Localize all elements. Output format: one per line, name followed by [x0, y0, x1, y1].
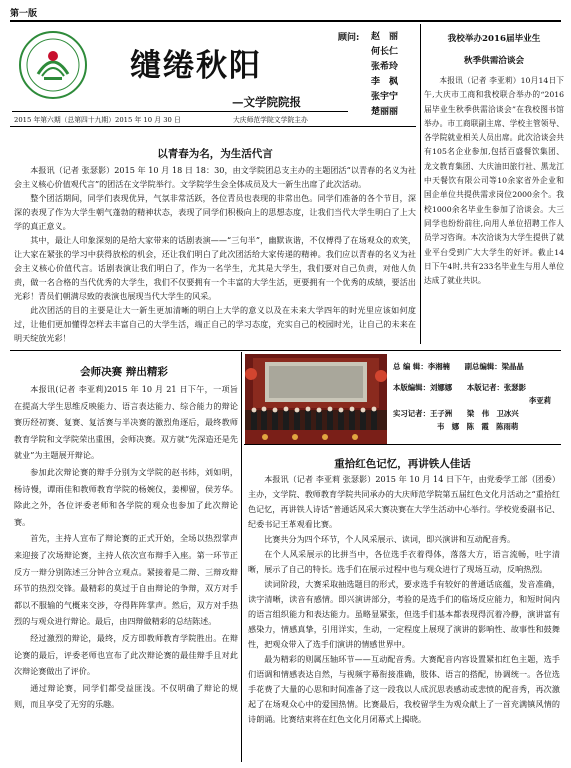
- article3-paragraph: 本报讯（记者 李亚莉 张瑟影）2015 年 10 月 14 日下午，由党委学工部（团委）主办，文学院、教师教育学院共同承办的大庆师范学院第五届红色文化月活动之“重拾红色记忆，再讲铁人诗话”普通话风采大赛决赛在大学生活动中心举行。学校党委副书记、纪委书记王革观看比赛。: [248, 474, 560, 529]
- editors-row: 李亚莉: [528, 396, 551, 405]
- masthead-title: 缱绻秋阳: [130, 48, 262, 84]
- editors-row: 韦 娜 陈 霞 陈雨萌: [437, 422, 519, 431]
- school-logo: [18, 30, 88, 100]
- advisors-list: [371, 30, 398, 120]
- editors-row: 总 编 辑：李湘楠 副总编辑：梁晶晶: [393, 362, 524, 371]
- article3-paragraph: 最为精彩的则属压轴环节——互动配音秀。大赛配音内容设置紧扣红色主题，选手们语调和情感表达自然，与视频字幕衔接准确，肢体、语言的搭配，协调统一。各位选手花费了大量的心思和时间准备了这一段我以人成沉思表感动或悲愤的配音秀，再次激起了在场观众心中的爱国热情。比赛最后，我校留学生为观众献上了一首充满镇风情的诗朗诵。比赛结束将在红色文化月闭幕式上揭晓。: [248, 654, 560, 724]
- advisor-name: 楚丽丽: [371, 107, 399, 117]
- column-divider: [420, 24, 421, 344]
- edition-label: 第一版: [10, 9, 38, 19]
- event-photo: [245, 354, 387, 444]
- editors-block: [393, 360, 563, 433]
- article3-headline: 重拾红色记忆，再讲铁人佳话: [334, 458, 471, 470]
- article1-paragraph: 此次团活的目的主要是让大一新生更加清晰的明白上大学的意义以及在未来大学四年的时光里应该如何度过，让他们更加懂得怎样去丰富自己的大学生活，端正自己的学习态度，充实自己的校园时光，让自己的未来在明天绽放光彩！: [14, 305, 416, 343]
- sidebar-article: [424, 32, 564, 288]
- advisor-name: 何长仁: [371, 47, 399, 57]
- article1-paragraph: 其中，最让人印象深刻的是给大家带来的话剧表演——“三句半”，幽默诙谐，不仅傅得了在场观众的欢笑，让大家在紧张的学习中获得放松的机会，还让我们明白了此次团活给大家传递的精神。我们应以青春的名义为社会主义核心价值代言。话剧表演让我们明白了，作为一名学生，尤其是大学生，我们要对自己负责，对他人负责，做一名合格的当代优秀的大学生，我们不仅要拥有一个丰富的大学生活，更要拥有一个优秀的成绩，要活出光彩！青员们朝满尽致的表演也展现当代大学生的风采。: [14, 235, 416, 301]
- article1-rule: [10, 126, 416, 127]
- publisher: 大庆师范学院文学院主办: [233, 116, 308, 124]
- article2-paragraph: 经过激烈的辩论，最终，反方即教师教育学院胜出。在辩论赛的最后，评委老师也宣布了此次辩论赛的最佳辩手且对此次辩论赛做出了评价。: [14, 632, 238, 677]
- advisor-name: 赵 丽: [371, 32, 399, 42]
- article3-paragraph: 比赛共分为四个环节，个人风采展示、读词，即兴演讲和互动配音秀。: [264, 534, 516, 544]
- article1-paragraph: 整个团活期间，同学们表现优异，气氛非常活跃，各位青员也表现的非常出色。同学们准备的各个节目，深深的表现了作为大学生朝气蓬勃的精神状态，表现了同学们积极向上的思想态度，让我们当代大学生明白了上大学的真正意义。: [14, 193, 416, 231]
- article3-paragraph: 在个人风采展示的比拼当中，各位选手衣着得体，落落大方，语言流畅，吐字清晰，展示了自己的特长。选手们在展示过程中也与观众进行了现场互动，反响热烈。: [248, 549, 560, 574]
- article1-paragraph: 本报讯（记者 张瑟影）2015 年 10 月 18 日 18：30，由文学院团总支主办的主题团活“以青春的名义为社会主义核心价值观代言”的团活在文学院举行。文学院学生会全体成员及大一新生出席了此次活动。: [14, 165, 416, 189]
- article3-paragraph: 读词阶段，大赛采取抽选题目的形式，要求选手有较好的普通话底蕴，发音准确，读字清晰，读音有感情。即兴演讲部分，考验的是选手们的临场反应能力，和短时间内的语言组织能力和表达能力。虽略显紧张，但选手们基本都表现得沉着冷静，演讲富有感染力，情感真挚，引用详实，生动，一定程度上展现了演讲的影响性、故事性和鼓舞性，把观众带入了选手们演讲的情感世界中。: [248, 579, 560, 649]
- advisor-name: 张希玲: [371, 62, 399, 72]
- editors-row: 实习记者：王子洲 梁 伟 卫冰兴: [393, 409, 519, 418]
- article2-body: [14, 381, 238, 713]
- advisor-name: 李 枫: [371, 77, 399, 87]
- header-rule: [10, 20, 561, 22]
- article2-paragraph: 通过辩论赛，同学们都受益匪浅。不仅明确了辩论的规则，而且享受了无穷的乐趣。: [14, 682, 238, 710]
- bottom-column-divider: [241, 352, 242, 762]
- editors-row: 本版编辑：刘娜娜 本版记者：张瑟影: [393, 383, 527, 392]
- sidebar-headline-1: 我校举办2016届毕业生: [447, 34, 541, 44]
- article2-paragraph: 首先，主持人宣布了辩论赛的正式开始，全场以热烈掌声来迎接了次场辩论赛，主持人依次宣布辩手入座。第一环节正反方一辩分别陈述三分钟合立观点。紧接着是二辩、三辩攻辩环节的热烈交锋。最精彩的莫过于自由辩论的争辩，双方对手都以不服输的气概来交涉，夺得阵阵掌声。然后，双方对手热烈的与观众进行辩论。最后，由四辩做精彩的总结陈述。: [14, 533, 238, 627]
- masthead-rule: [12, 111, 348, 112]
- sidebar-paragraph: 本报讯（记者 李亚莉）10月14日下午,大庆市工商和我校联合举办的“2016届毕业生秋季供需洽谈会”在我校图书馆举办。市工商联副主席、学校主管领导、各学院就业相关人员出席。此次洽谈会共有105名企业参加,包括百盛餐饮集团、龙文教育集团、大庆油田旅行社、黑龙江中天餐饮有限公司等10余家省外企业和国企单位共提供需求岗位2000余个。我校1000余名毕业生参加了洽谈会。大三同学也纷纷前往,向用人单位招聘工作人员学习咨询。本次洽谈为大学生提供了就业平台受到广大大学生的好评。截止14日下午4时,共有233名毕业生与用人单位达成了就业共识。: [424, 76, 564, 286]
- article2-paragraph: 参加此次辩论赛的辩手分别为文学院的赵书炜，刘如明，杨诗慢，谭雨佳和教师教育学院的杨婉仪，姜柳留，侯芳华。除此之外，各位评委老师和各学院的观众也参加了此次辩论赛。: [14, 466, 238, 527]
- sidebar-headline-2: 秋季供需洽谈会: [463, 56, 525, 66]
- article3-body: [248, 472, 560, 727]
- advisor-name: 张宇宁: [371, 92, 399, 102]
- issue-info: 2015 年第六期（总第四十九期）2015 年 10 月 30 日: [14, 116, 181, 124]
- article2-headline: 会师决赛 辩出精彩: [80, 366, 168, 378]
- article1-headline: 以青春为名，为生活代言: [157, 148, 273, 160]
- article2-paragraph: 本报讯(记者 李亚莉)2015 年 10 月 21 日下午，一项旨在提高大学生思维反映能力、语言表达能力、综合能力的辩论赛历经初赛、复赛、复活赛与半决赛的激烈角逐后，最终教师教育学院和文学院荣出重围，会师决赛。双方就“先深造还是先就业”为主题展开辩论。: [14, 384, 238, 461]
- advisors-label: 顾问:: [338, 33, 360, 43]
- masthead-subtitle: —文学院院报: [232, 95, 301, 109]
- article3-rule: [244, 444, 561, 445]
- section-rule: [10, 350, 561, 351]
- article1-body: [14, 163, 416, 345]
